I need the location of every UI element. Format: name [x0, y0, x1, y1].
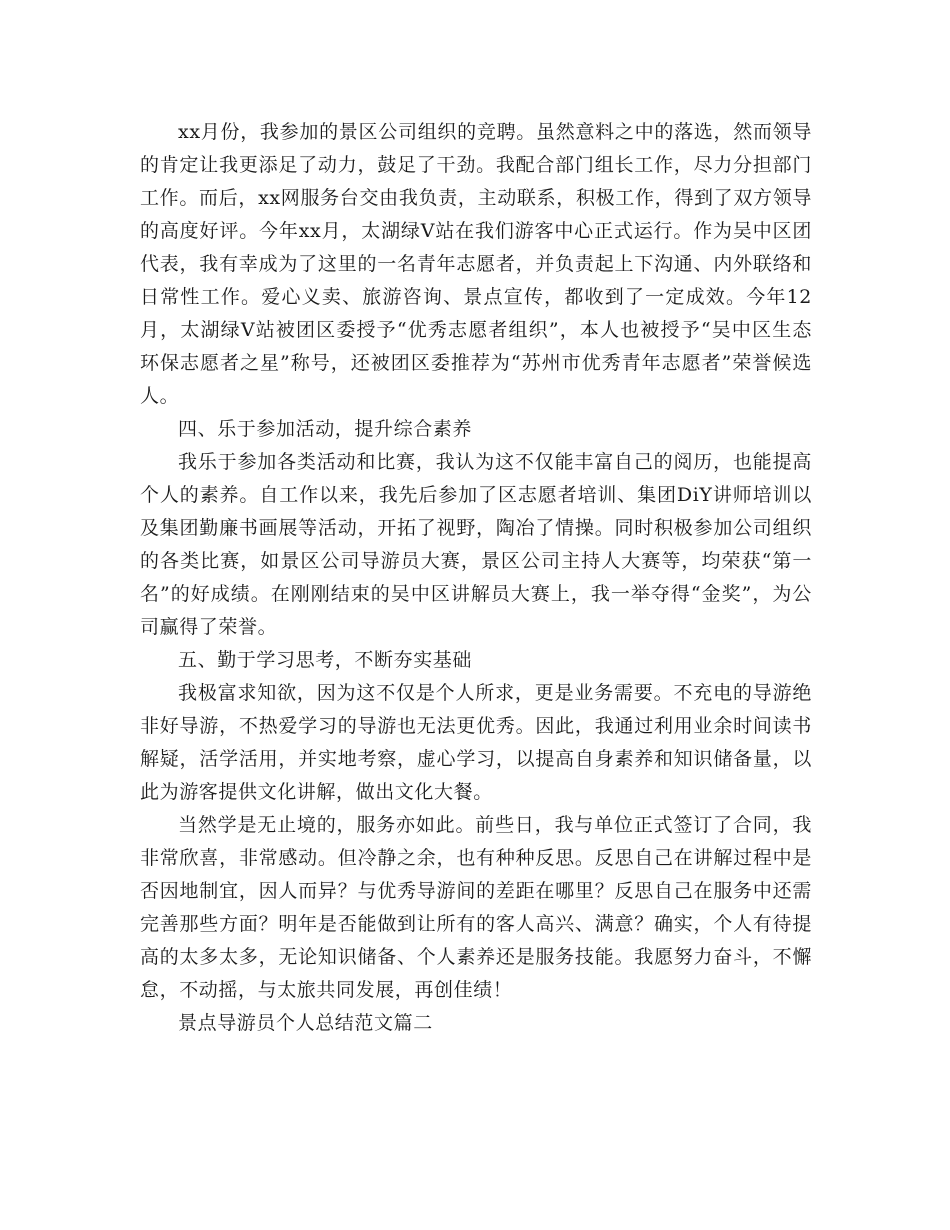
paragraph-volunteer-work: xx月份，我参加的景区公司组织的竞聘。虽然意料之中的落选，然而领导的肯定让我更添足了动力，鼓足了干劲。我配合部门组长工作，尽力分担部门工作。而后，xx网服务台交由我负责，主动联系，积极工作，得到了双方领导的高度好评。今年xx月，太湖绿Ⅴ站在我们游客中心正式运行。作为吴中区团代表，我有幸成为了这里的一名青年志愿者，并负责起上下沟通、内外联络和日常性工作。爱心义卖、旅游咨询、景点宣传，都收到了一定成效。今年12月，太湖绿Ⅴ站被团区委授予“优秀志愿者组织”，本人也被授予“吴中区生态环保志愿者之星”称号，还被团区委推荐为“苏州市优秀青年志愿者”荣誉候选人。 — [140, 121, 812, 407]
paragraph-activities: 我乐于参加各类活动和比赛，我认为这不仅能丰富自己的阅历，也能提高个人的素养。自工作以来，我先后参加了区志愿者培训、集团DiY讲师培训以及集团勤廉书画展等活动，开拓了视野，陶冶了情操。同时积极参加公司组织的各类比赛，如景区公司导游员大赛，景区公司主持人大赛等，均荣获“第一名”的好成绩。在刚刚结束的吴中区讲解员大赛上，我一举夺得“金奖”，为公司赢得了荣誉。 — [140, 451, 812, 638]
document-body — [140, 116, 812, 1040]
section-heading-activities: 四、乐于参加活动，提升综合素养 — [178, 418, 473, 440]
paragraph-reflection: 当然学是无止境的，服务亦如此。前些日，我与单位正式签订了合同，我非常欣喜，非常感动。但冷静之余，也有种种反思。反思自己在讲解过程中是否因地制宜，因人而异？与优秀导游间的差距在哪里？反思自己在服务中还需完善那些方面？明年是否能做到让所有的客人高兴、满意？确实，个人有待提高的太多太多，无论知识储备、个人素养还是服务技能。我愿努力奋斗，不懈怠，不动摇，与太旅共同发展，再创佳绩！ — [140, 814, 812, 1001]
next-article-title: 景点导游员个人总结范文篇二 — [178, 1012, 433, 1034]
section-heading-learning: 五、勤于学习思考，不断夯实基础 — [178, 649, 473, 671]
paragraph-learning: 我极富求知欲，因为这不仅是个人所求，更是业务需要。不充电的导游绝非好导游，不热爱学习的导游也无法更优秀。因此，我通过利用业余时间读书解疑，活学活用，并实地考察，虚心学习，以提高自身素养和知识储备量，以此为游客提供文化讲解，做出文化大餐。 — [140, 682, 812, 803]
